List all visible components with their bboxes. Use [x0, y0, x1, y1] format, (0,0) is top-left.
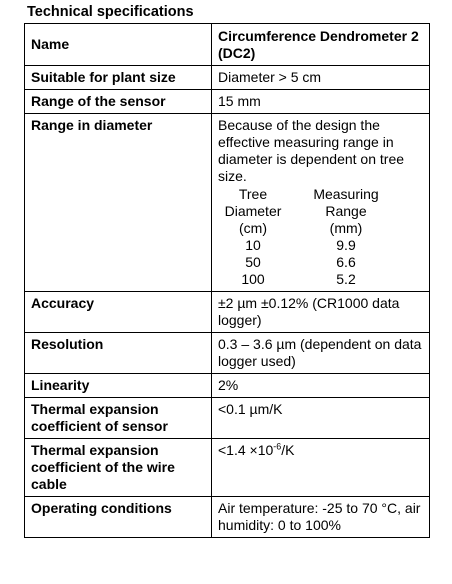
subtable-diameter-cell: 50 [245, 254, 261, 270]
section-heading: Technical specifications [27, 4, 194, 20]
spec-name-cell: Range in diameter [25, 114, 212, 292]
range-description: Because of the design the effective measuring range in diameter is dependent on tree size. [218, 117, 405, 184]
subtable-header-text: Measuring [313, 186, 379, 202]
table-row [25, 90, 430, 114]
subtable-row [220, 237, 406, 254]
value-exponent: -6 [273, 441, 282, 452]
spec-name-cell: Operating conditions [25, 497, 212, 538]
spec-name-cell: Range of the sensor [25, 90, 212, 114]
spec-value-cell: 0.3 – 3.6 µm (dependent on data logger used) [212, 333, 430, 374]
table-row [25, 333, 430, 374]
spec-value-cell: 2% [212, 374, 430, 398]
subtable-header-text: Diameter [224, 203, 282, 219]
spec-value-cell: Diameter > 5 cm [212, 66, 430, 90]
table-row [25, 398, 430, 439]
subtable-header-range [286, 186, 406, 237]
spec-value-cell: <0.1 µm/K [212, 398, 430, 439]
table-row [25, 497, 430, 538]
value-prefix: <1.4 ×10 [218, 442, 274, 458]
spec-value-cell [212, 439, 430, 497]
table-row [25, 374, 430, 398]
spec-name-cell: Linearity [25, 374, 212, 398]
spec-name-cell: Accuracy [25, 292, 212, 333]
spec-value-cell: ±2 µm ±0.12% (CR1000 data logger) [212, 292, 430, 333]
subtable-header-text: (cm) [239, 220, 267, 236]
table-row [25, 114, 430, 292]
subtable-range-cell: 5.2 [336, 271, 356, 287]
spec-name-cell: Thermal expansion coefficient of sensor [25, 398, 212, 439]
table-row [25, 439, 430, 497]
subtable-row [220, 254, 406, 271]
subtable-header-diameter [220, 186, 286, 237]
subtable-row [220, 271, 406, 288]
subtable-header-row [220, 186, 406, 237]
spec-name-cell: Thermal expansion coefficient of the wire cable [25, 439, 212, 497]
spec-name-cell: Resolution [25, 333, 212, 374]
header-value-cell: Circumference Dendrometer 2 (DC2) [212, 24, 430, 66]
spec-value-cell-range [212, 114, 430, 292]
range-subtable [220, 186, 406, 288]
specifications-table [24, 23, 430, 538]
subtable-header-text: (mm) [329, 220, 363, 236]
subtable-diameter-cell: 100 [241, 271, 265, 287]
spec-value-cell: Air temperature: -25 to 70 °C, air humidity: 0 to 100% [212, 497, 430, 538]
spec-value-cell: 15 mm [212, 90, 430, 114]
value-suffix: /K [281, 442, 295, 458]
subtable-header-text: Tree [238, 186, 268, 202]
spec-name-cell: Suitable for plant size [25, 66, 212, 90]
table-row [25, 292, 430, 333]
header-name-cell: Name [25, 24, 212, 66]
subtable-header-text: Range [325, 203, 367, 219]
subtable-diameter-cell: 10 [245, 237, 261, 253]
table-row [25, 66, 430, 90]
subtable-range-cell: 6.6 [336, 254, 356, 270]
subtable-range-cell: 9.9 [336, 237, 356, 253]
table-row-header [25, 24, 430, 66]
